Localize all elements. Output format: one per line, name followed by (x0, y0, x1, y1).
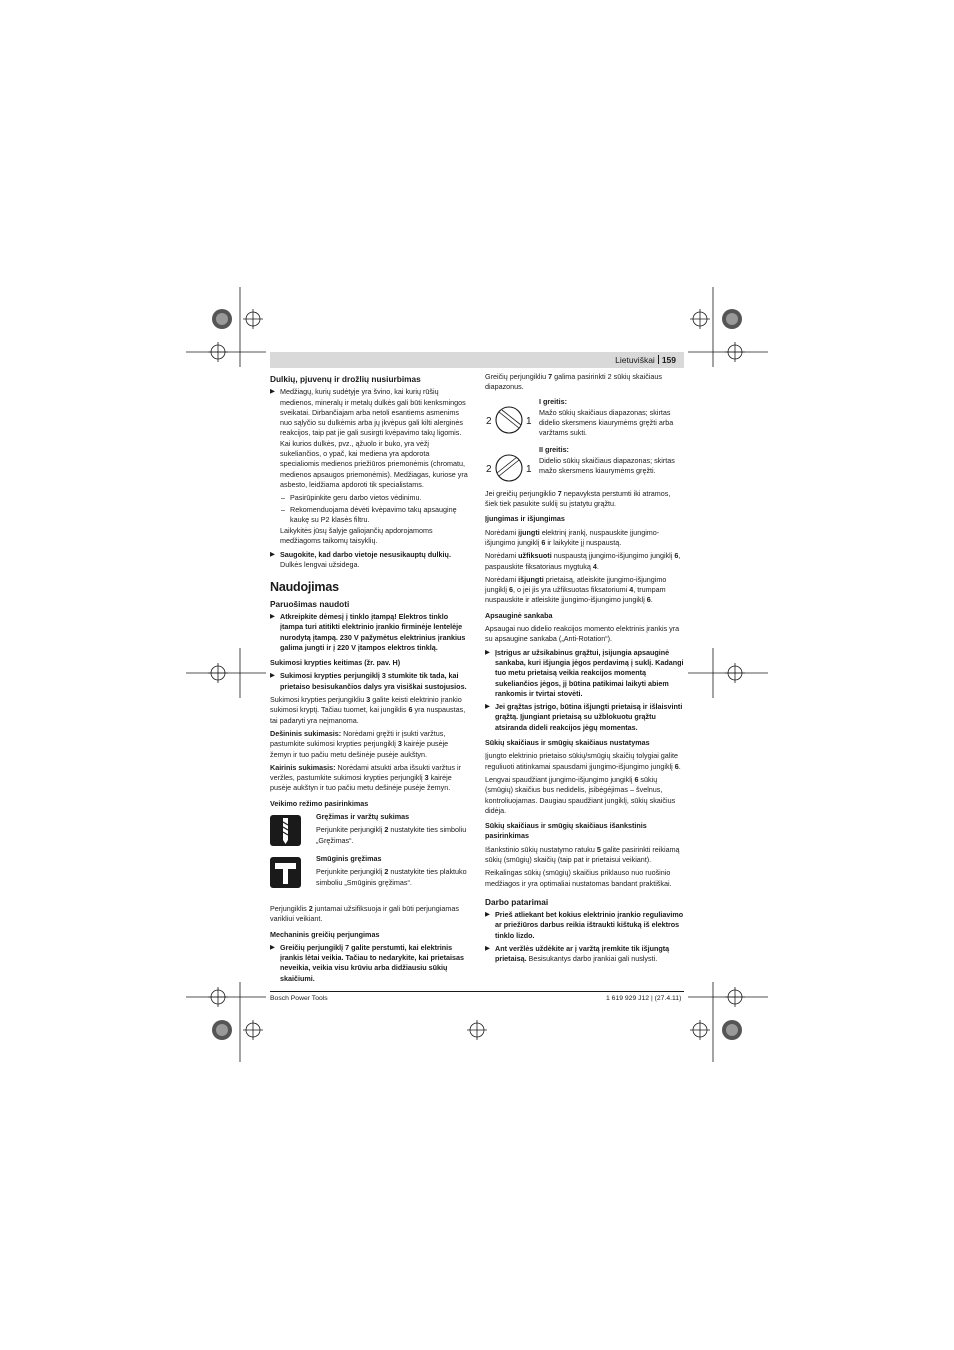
bullet-triangle-icon: ▶ (270, 943, 275, 951)
preselect-paragraph-2: Reikalingas sūkių (smūgių) skaičius priklauso nuo ruošinio medžiagos ir yra optimaliai nustatomas bandant praktiškai. (485, 868, 672, 888)
clutch-heading: Apsauginė sankaba (485, 610, 553, 620)
direction-bullet: ▶ Sukimosi krypties perjungiklį 3 stumkite tik tada, kai prietaiso besisukančios dalys yra visiškai sustojusios. (270, 671, 467, 691)
bullet-triangle-icon: ▶ (485, 911, 490, 919)
dash-item: – Pasirūpinkite geru darbo vietos vėdinimu. (281, 493, 422, 503)
rules-note: Laikykitės jūsų šalyje galiojančių apdorojamoms medžiagoms taikomų taisyklių. (280, 526, 433, 546)
speedset-paragraph: Įjungto elektrinio prietaiso sūkių/smūgių skaičių tolygiai galite reguliuoti atitinkamai spausdami įjungimo-išjungimo jungiklį 6. (485, 751, 681, 771)
left-rotation-paragraph: Kairinis sukimasis: Norėdami atsukti arba išsukti varžtus ir veržles, pastumkite sukimosi krypties perjungiklį 3 kairėje pusėje aukštyn ir tuo pačiu metu dešinėje pusėje žemyn. (270, 762, 461, 793)
onoff-heading: Įjungimas ir išjungimas (485, 514, 565, 524)
direction-heading: Sukimosi krypties keitimas (žr. pav. H) (270, 658, 401, 668)
tip-bullet-1: ▶ Prieš atliekant bet kokius elektrinio įrankio reguliavimo ar priežiūros darbus reikia ištraukti kištuką iš elektros tinklo lizdo. (485, 910, 684, 940)
bullet-triangle-icon: ▶ (270, 550, 275, 558)
bullet-triangle-icon: ▶ (270, 388, 275, 396)
mode-note: Perjungiklis 2 juntamai užsifiksuoja ir gali būti perjungiamas varikliui veikiant. (270, 903, 459, 924)
clutch-text: Apsaugai nuo didelio reakcijos momento elektrinis įrankis yra su apsaugine sankaba („Anti-Rotation“). (485, 624, 680, 644)
mode-drilling (270, 812, 470, 848)
press-paragraph: Lengvai spaudžiant įjungimo-išjungimo jungiklį 6 sūkių (smūgių) skaičius bus nedidelis, įsibėgėjimas – švelnus, kontroliuojamas. Daugiau spaudžiant jungiklį, sūkių skaičius didėja. (485, 774, 676, 815)
dust-heading: Dulkių, pjuvenų ir drožlių nusiurbimas (270, 374, 421, 384)
speed2-title: II greitis: (539, 444, 569, 454)
speed1-text: Mažo sūkių skaičiaus diapazonas; skirtas didelio skersmens kiaurymėms gręžti arba varžtams sukti. (539, 407, 674, 438)
speed2-text: Didelio sūkių skaičiaus diapazonas; skirtas mažo skersmens kiaurymėms gręžti. (539, 456, 675, 476)
right-column (485, 372, 685, 968)
preselect-heading: Sūkių skaičiaus ir smūgių skaičiaus išankstinis pasirinkimas (485, 821, 647, 841)
clutch-bullet-1: ▶ Įstrigus ar užsikabinus grąžtui, įsijungia apsauginė sankaba, kuri išjungia jėgos perdavimą į suklį. Kadangi tuo metu prietaisą veikia reakcijos momentą sukeliančios jėgos, jį būtina patikimai laikyti abiem rankomis ir tvirtai stovėti. (485, 647, 684, 698)
mode-hammer (270, 854, 470, 890)
drill-bit-icon (270, 815, 301, 846)
gear-bullet: ▶ Greičių perjungiklį 7 galite perstumti, kai elektrinis įrankis lėtai veikia. Tačiau to nedarykite, kai prietaisas neveikia, veikia visu krūviu arba didžiausiu sūkių skaičiumi. (270, 942, 465, 983)
clutch-bullet-2: ▶ Jei grąžtas įstrigo, būtina išjungti prietaisą ir išlaisvinti grąžtą. Įjungiant prietaisą su užblokuotu grąžtu atsiranda dideli reakcijos jėgų momentas. (485, 702, 683, 732)
hammer-mode-text: Perjunkite perjungiklį 2 nustatykite ties plaktuko simboliu „Smūginis gręžimas“. (316, 867, 467, 887)
prep-heading: Paruošimas naudoti (270, 598, 350, 609)
preselect-paragraph: Išankstinio sūkių nustatymo ratuku 5 galite pasirinkti reikiamą sūkių (smūgių) skaičių (taip pat ir prietaisui veikiant). (485, 844, 680, 864)
mode-heading: Veikimo režimo pasirinkimas (270, 798, 369, 808)
page-header (270, 352, 684, 368)
speed1-title: I greitis: (539, 396, 567, 406)
header-text (615, 354, 676, 366)
dial-label-2: 2 (486, 415, 492, 427)
section-title: Naudojimas (270, 580, 339, 595)
hammer-mode-title: Smūginis gręžimas (316, 853, 382, 863)
speedset-heading: Sūkių skaičiaus ir smūgių skaičiaus nustatymas (485, 738, 650, 748)
gear-heading: Mechaninis greičių perjungimas (270, 929, 380, 939)
dust-bullet: ▶ Medžiagų, kurių sudėtyje yra švino, kai kurių rūšių medienos, mineralų ir metalų dulkės gali būti kenksmingos sveikatai. Dirbančiajam arba netoli esantiems asmenims nuo sąlyčio su dulkėmis arba jų įkvėpus gali kilti alerginės reakcijos, taip pat jie gali susirgti kvėpavimo takų ligomis. Kai kurios dulkės, pvz., ąžuolo ir buko, yra vėžį sukeliančios, o ypač, kai mediena yra apdorota specialiomis medienos priežiūros priemonėmis (chromatu, medienos apsaugos priemonėmis). Medžiagas, kuriose yra asbesto, leidžiama apdoroti tik specialistams. (270, 387, 468, 489)
stop-note: Jei greičių perjungiklio 7 nepavyksta perstumti iki atramos, šiek tiek pasukite sukliį su įstatytu grąžtu. (485, 488, 671, 509)
clean-bullet: ▶ Saugokite, kad darbo vietoje nesusikauptų dulkių. Dulkės lengvai užsidega. (270, 549, 451, 570)
dial-position-1-icon (485, 403, 533, 435)
dial-label-1: 1 (526, 415, 532, 427)
bullet-triangle-icon: ▶ (485, 945, 490, 953)
header-language: Lietuviškai (615, 355, 655, 365)
speed-1 (485, 397, 685, 439)
gear-intro: Greičių perjungikliu 7 galima pasirinkti 2 sūkių skaičiaus diapazonus. (485, 372, 662, 392)
tips-heading: Darbo patarimai (485, 896, 549, 907)
bullet-triangle-icon: ▶ (270, 612, 275, 620)
direction-paragraph: Sukimosi krypties perjungikliu 3 galite keisti elektrinio įrankio sukimosi kryptį. Tačiau tuomet, kai jungiklis 6 yra nuspaustas, tai padaryti yra neįmanoma. (270, 695, 466, 725)
dial-label-2: 2 (486, 463, 492, 475)
switch-on-paragraph: Norėdami įjungti elektrinį įrankį, nuspauskite įjungimo-išjungimo jungiklį 6 ir laikykite jį nuspaustą. (485, 527, 660, 547)
footer-rule (270, 991, 684, 992)
switch-off-paragraph: Norėdami išjungti prietaisą, atleiskite įjungimo-išjungimo jungiklį 6, o jei jis yra užfiksuotas fiksatoriumi 4, trumpam nuspauskite ir atleiskite įjungimo-išjungimo jungiklį 6. (485, 574, 667, 605)
footer-doc-code: 1 619 929 J12 | (27.4.11) (606, 995, 682, 1002)
hammer-icon (270, 857, 301, 888)
tip-bullet-2: ▶ Ant veržlės uždėkite ar į varžtą įremkite tik išjungtą prietaisą. Besisukantys darbo įrankiai gali nuslysti. (485, 944, 670, 964)
left-column (270, 372, 470, 987)
dial-label-1: 1 (526, 463, 532, 475)
bullet-triangle-icon: ▶ (270, 672, 275, 680)
page-number: 159 (661, 355, 676, 365)
drill-mode-title: Gręžimas ir varžtų sukimas (316, 811, 410, 821)
speed-2 (485, 445, 685, 483)
lock-paragraph: Norėdami užfiksuoti nuspaustą įjungimo-išjungimo jungiklį 6, paspauskite fiksatoriaus mygtuką 4. (485, 551, 681, 571)
footer-brand: Bosch Power Tools (270, 995, 328, 1002)
voltage-bullet: ▶ Atkreipkite dėmesį į tinklo įtampą! Elektros tinklo įtampa turi atitikti elektrinio įrankio firminėje lentelėje nurodytą įtampą. 230 V pažymėtus elektrinius įrankius galima jungti ir į 220 V įtampos elektros tinklą. (270, 611, 466, 652)
dash-item: – Rekomenduojama dėvėti kvėpavimo takų apsauginę kaukę su P2 klasės filtru. (281, 504, 457, 524)
drill-mode-text: Perjunkite perjungiklį 2 nustatykite ties simboliu „Gręžimas“. (316, 825, 467, 845)
bullet-triangle-icon: ▶ (485, 703, 490, 711)
right-rotation-paragraph: Dešininis sukimasis: Norėdami gręžti ir įsukti varžtus, pastumkite sukimosi krypties perjungiklį 3 kairėje pusėje žemyn ir tuo pačiu metu dešinėje pusėje aukštyn. (270, 728, 449, 759)
dial-position-2-icon (485, 451, 533, 483)
bullet-triangle-icon: ▶ (485, 648, 490, 656)
